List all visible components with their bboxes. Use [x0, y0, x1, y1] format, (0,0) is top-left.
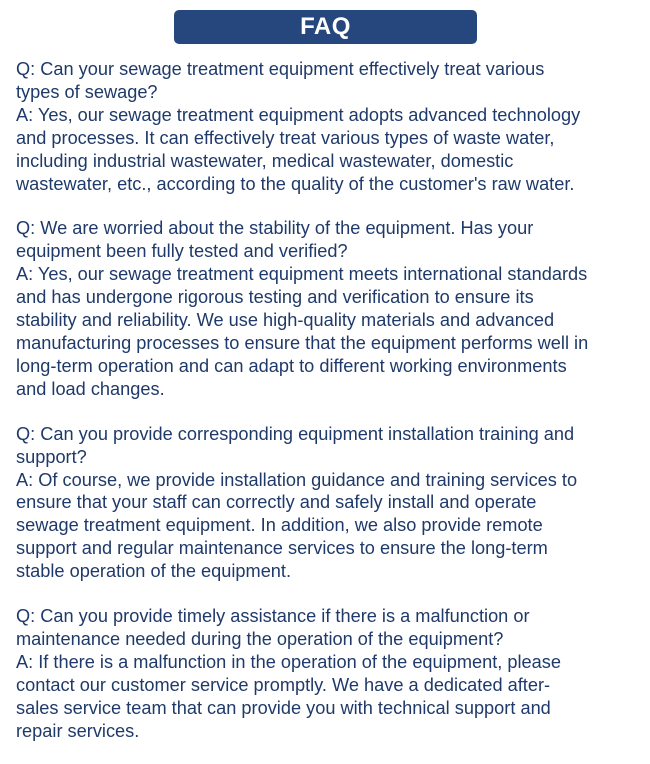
- faq-answer: A: Yes, our sewage treatment equipment meets international standards and has undergone rigorous testing and verification to ensure its stability and reliability. We use high-quality materials and advanced manufacturing processes to ensure that the equipment performs well in long-term operation and can adapt to different working environments and load changes.: [16, 264, 589, 399]
- faq-question: Q: Can you provide corresponding equipment installation training and support?: [16, 423, 575, 467]
- faq-item: [16, 605, 642, 742]
- faq-list: [16, 58, 642, 764]
- faq-question: Q: We are worried about the stability of the equipment. Has your equipment been fully tested and verified?: [16, 218, 534, 262]
- faq-answer: A: If there is a malfunction in the operation of the equipment, please contact our customer service promptly. We have a dedicated after- sales service team that can provide you with technical support and repair services.: [16, 651, 561, 741]
- faq-question: Q: Can you provide timely assistance if there is a malfunction or maintenance needed during the operation of the equipment?: [16, 606, 530, 649]
- faq-title: FAQ: [300, 13, 351, 40]
- faq-item: [16, 217, 642, 400]
- faq-answer: A: Yes, our sewage treatment equipment adopts advanced technology and processes. It can effectively treat various types of waste water, including industrial wastewater, medical wastewater, domestic wastewater, etc., according to the quality of the customer's raw water.: [16, 104, 581, 194]
- faq-item: [16, 58, 642, 195]
- faq-question: Q: Can your sewage treatment equipment effectively treat various types of sewage?: [16, 59, 545, 102]
- faq-header: [174, 10, 477, 44]
- faq-item: [16, 423, 642, 583]
- faq-answer: A: Of course, we provide installation guidance and training services to ensure that your staff can correctly and safely install and operate sewage treatment equipment. In addition, we also provide remote support and regular maintenance services to ensure the long-term stable operation of the equipment.: [16, 469, 578, 582]
